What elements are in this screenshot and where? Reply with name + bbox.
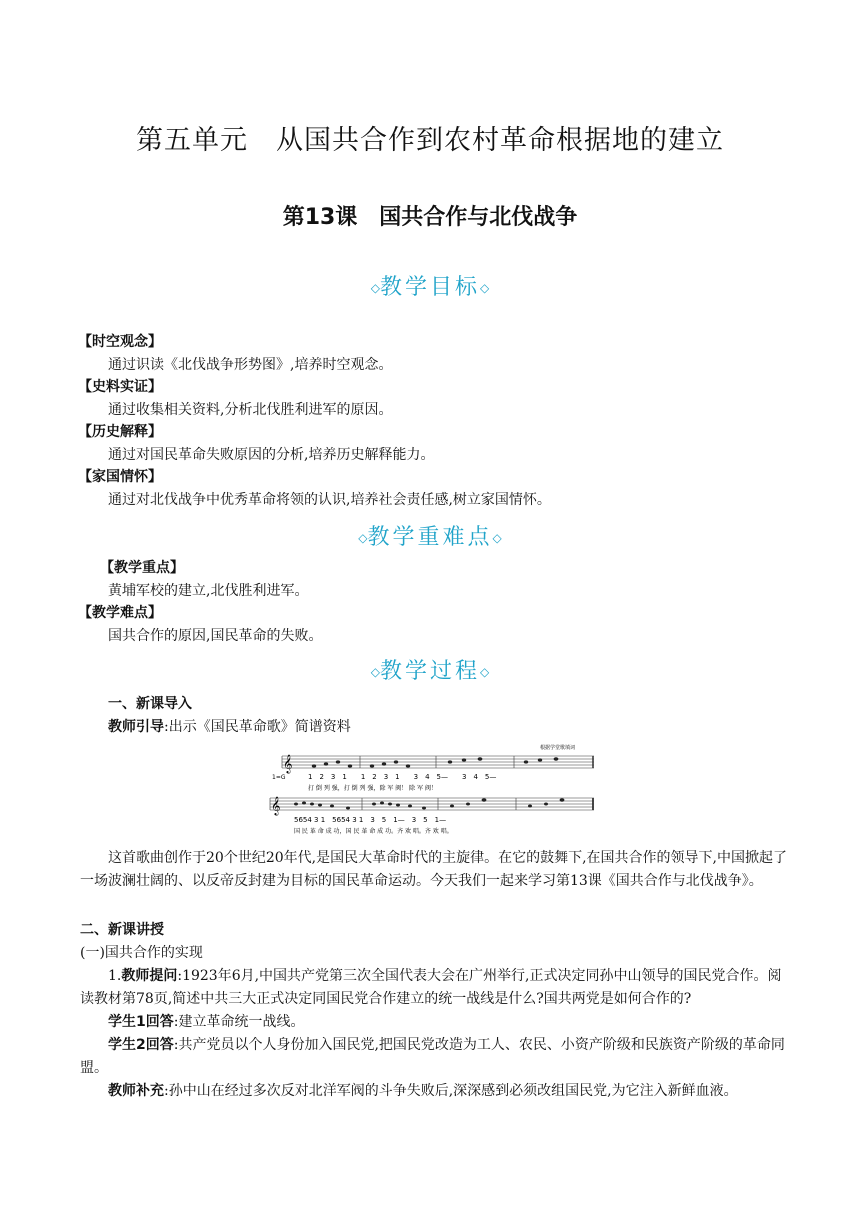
staff-1 [282,756,594,768]
row1-lyrics: 打 倒 列 强，打 倒 列 强，除 军 阀！ 除 军 阀！ [308,785,437,792]
student-1-answer [80,1011,792,1034]
diamond-icon: ◇ [370,281,380,295]
diamond-icon: ◇ [480,281,490,295]
t-text: :孙中山在经过多次反对北洋军阀的斗争失败后,深深感到必须改组国民党,为它注入新鲜血液。 [164,1083,738,1099]
row1-notes: 1 2 3 1 1 2 3 1 3 4 5— 3 4 5— [308,773,497,781]
section-process-heading [0,654,860,685]
teacher-supplement [80,1080,792,1103]
diamond-icon: ◇ [358,531,368,545]
part1-title: 一、新课导入 [108,696,192,712]
objectives-heading-text: 教学目标 [379,275,480,300]
difficulty-text: 国共合作的原因,国民革命的失败。 [108,628,323,644]
diamond-icon: ◇ [480,665,490,679]
score-key: 1=G [272,774,286,781]
diamond-icon: ◇ [492,531,502,545]
guide-label: 教师引导 [108,719,164,735]
question-1 [80,965,792,1011]
treble-clef-icon: 𝄞 [283,754,293,773]
process-heading-text: 教学过程 [379,659,480,684]
row2-notes: 5654 3 1 5654 3 1 3 5 1— 3 5 1— [294,816,447,824]
row2-lyrics: 国 民 革 命 成 功，国 民 革 命 成 功。齐 欢 唱。齐 欢 唱。 [294,828,453,835]
lesson-title: 第13课 国共合作与北伐战争 [282,205,578,230]
student-2-answer [80,1034,792,1080]
guide-text: :出示《国民革命歌》简谱资料 [164,719,351,735]
sub1-title: (一)国共合作的实现 [80,945,203,961]
unit-title: 第五单元 从国共合作到农村革命根据地的建立 [136,125,724,156]
s2-text: :共产党员以个人身份加入国民党,把国民党改造为工人、农民、小资产阶级和民族资产阶级的革命同盟。 [80,1037,785,1076]
score-caption: 根据学堂歌填词 [540,745,576,751]
treble-clef-icon: 𝄞 [271,796,281,815]
part2-title: 二、新课讲授 [80,922,164,938]
s1-label: 学生1回答 [108,1014,174,1030]
difficulty-tag: 【教学难点】 [78,605,162,621]
teacher-guide-line [108,716,351,736]
objective-text: 通过收集相关资料,分析北伐胜利进军的原因。 [108,402,393,418]
objective-tag: 【历史解释】 [78,424,162,440]
focus-tag: 【教学重点】 [100,560,184,576]
section-keypoints-heading [0,520,860,551]
objective-text: 通过对北伐战争中优秀革命将领的认识,培养社会责任感,树立家国情怀。 [108,492,551,508]
t-label: 教师补充 [108,1083,164,1099]
q1-number: 1. [108,968,122,984]
objective-tag: 【家国情怀】 [78,469,162,485]
section-objectives-heading [0,270,860,301]
keypoints-heading-text: 教学重难点 [367,525,493,550]
objective-tag: 【史料实证】 [78,379,162,395]
q1-label: 教师提问 [121,968,178,984]
objective-tag: 【时空观念】 [78,334,162,350]
objective-text: 通过对国民革命失败原因的分析,培养历史解释能力。 [108,447,435,463]
objective-text: 通过识读《北伐战争形势图》,培养时空观念。 [108,357,393,373]
score-svg [268,742,596,838]
intro-paragraph: 这首歌曲创作于20个世纪20年代,是国民大革命时代的主旋律。在它的鼓舞下,在国共合作的领导下,中国掀起了一场波澜壮阔的、以反帝反封建为目标的国民革命运动。今天我们一起来学习第13课《国共合作与北伐战争》。 [80,850,787,889]
s1-text: :建立革命统一战线。 [173,1014,305,1030]
music-score-image [268,742,596,838]
focus-text: 黄埔军校的建立,北伐胜利进军。 [108,583,309,599]
diamond-icon: ◇ [370,665,380,679]
q1-text: :1923年6月,中国共产党第三次全国代表大会在广州举行,正式决定同孙中山领导的国民党合作。阅读教材第78页,简述中共三大正式决定同国民党合作建立的统一战线是什么?国共两党是如何合作的? [80,968,782,1007]
s2-label: 学生2回答 [108,1037,174,1053]
